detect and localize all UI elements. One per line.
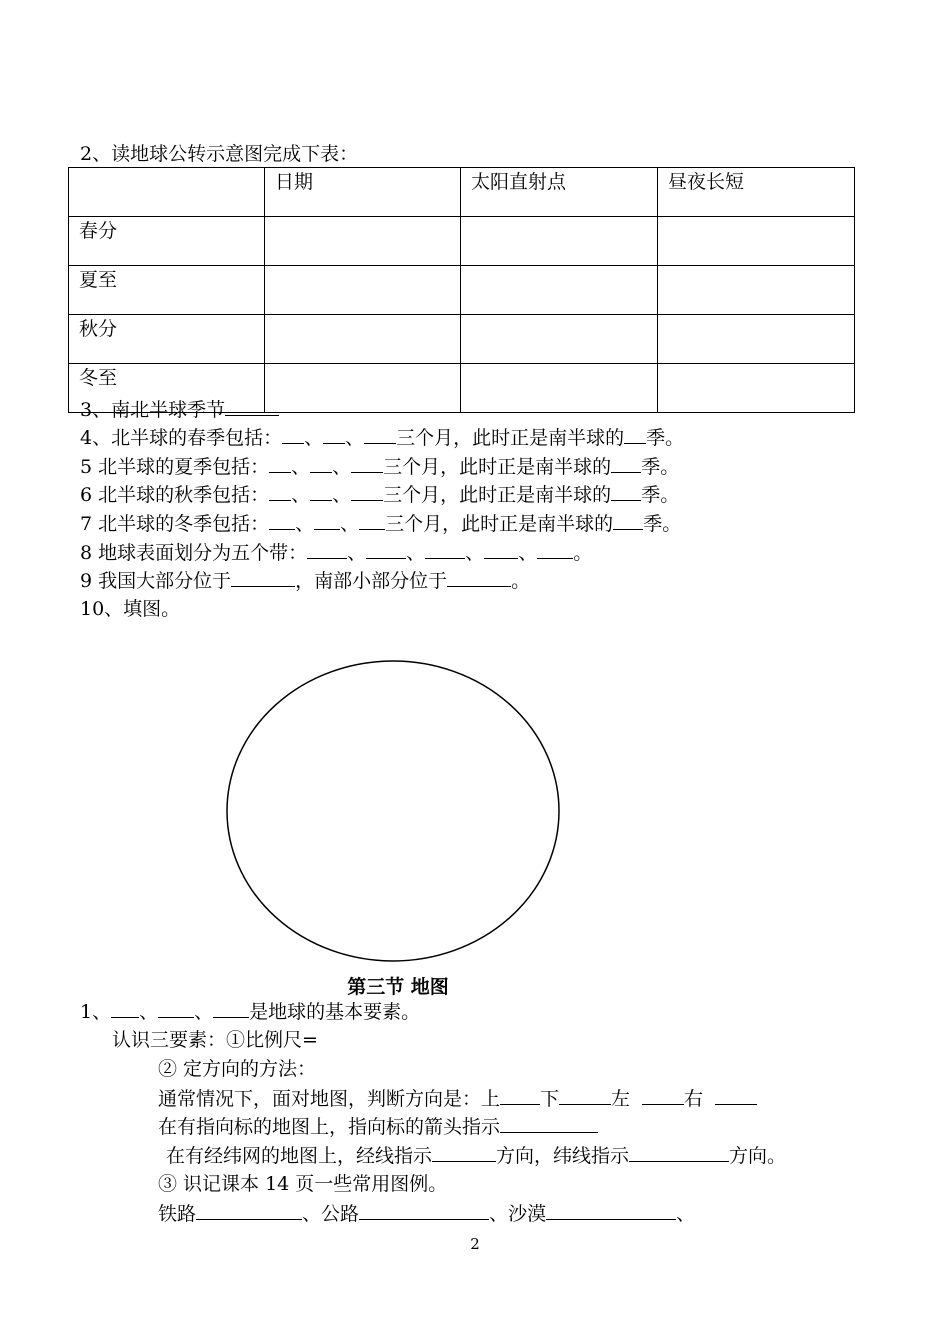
- answer-blank[interactable]: [158, 999, 194, 1018]
- question-text: 6 北半球的秋季包括：: [80, 484, 270, 506]
- direction-general-line: [158, 1086, 757, 1111]
- question-2-title: 2、读地球公转示意图完成下表：: [80, 143, 359, 165]
- answer-blank[interactable]: [269, 511, 295, 530]
- question-text: 通常情况下，面对地图，判断方向是：上: [158, 1088, 501, 1110]
- question-text: 在有指向标的地图上，指向标的箭头指示: [158, 1116, 501, 1138]
- table-header-cell: [69, 168, 265, 217]
- question-text: 三个月，此时正是南半球的: [383, 456, 612, 478]
- answer-blank[interactable]: [364, 425, 396, 444]
- section-title: 第三节 地图: [347, 976, 449, 998]
- direction-arrow-line: [158, 1114, 598, 1139]
- answer-cell[interactable]: [461, 217, 658, 266]
- answer-blank[interactable]: [196, 1201, 302, 1220]
- table-row: [69, 217, 855, 266]
- question-text: 右: [684, 1088, 704, 1110]
- question-3-text: 3、南北半球季节: [80, 399, 226, 421]
- question-text: 季。: [646, 427, 685, 449]
- answer-blank[interactable]: [559, 1086, 611, 1105]
- separator: 、: [332, 456, 352, 478]
- question-text: 在有经纬网的地图上，经线指示: [166, 1145, 433, 1167]
- question-10: 10、填图。: [80, 598, 181, 620]
- separator: 、: [291, 484, 311, 506]
- page-number: 2: [470, 1235, 480, 1253]
- question-7: [80, 511, 681, 536]
- answer-blank[interactable]: [642, 1086, 684, 1105]
- answer-blank[interactable]: [611, 454, 641, 473]
- answer-blank[interactable]: [323, 425, 345, 444]
- separator: 、: [295, 513, 315, 535]
- answer-blank[interactable]: [307, 540, 347, 559]
- question-text: 1、: [80, 1001, 112, 1023]
- table-header-row: [69, 168, 855, 217]
- legend-note-line: ③ 识记课本 14 页一些常用图例。: [158, 1173, 448, 1195]
- legend-line: [158, 1201, 695, 1226]
- answer-blank[interactable]: [537, 540, 573, 559]
- answer-blank[interactable]: [231, 568, 295, 587]
- table-header-cell: 太阳直射点: [461, 168, 658, 217]
- row-label: 秋分: [69, 315, 265, 364]
- answer-cell[interactable]: [265, 315, 461, 364]
- answer-blank[interactable]: [269, 454, 291, 473]
- question-5: [80, 454, 679, 479]
- answer-blank[interactable]: [624, 425, 646, 444]
- question-text: 三个月，此时正是南半球的: [385, 513, 614, 535]
- table-header-cell: 昼夜长短: [658, 168, 855, 217]
- answer-blank[interactable]: [282, 425, 304, 444]
- separator: 、: [332, 484, 352, 506]
- answer-blank[interactable]: [500, 1114, 598, 1133]
- question-9: [80, 568, 530, 593]
- question-text: 。: [511, 570, 531, 592]
- question-text: 下: [540, 1088, 560, 1110]
- question-text: 铁路: [158, 1203, 197, 1225]
- answer-cell[interactable]: [658, 315, 855, 364]
- answer-blank[interactable]: [111, 999, 139, 1018]
- row-label: 冬至: [69, 364, 265, 413]
- question-text: 季。: [643, 513, 682, 535]
- answer-cell[interactable]: [658, 266, 855, 315]
- table-row: [69, 266, 855, 315]
- question-text: 左: [611, 1088, 631, 1110]
- separator: 、: [676, 1203, 696, 1225]
- question-text: 季。: [641, 456, 680, 478]
- question-6: [80, 482, 679, 507]
- answer-cell[interactable]: [265, 217, 461, 266]
- answer-blank[interactable]: [611, 482, 641, 501]
- separator: 、: [347, 542, 367, 564]
- answer-blank[interactable]: [447, 568, 511, 587]
- question-text: 方向。: [729, 1145, 787, 1167]
- separator: 、: [302, 1203, 322, 1225]
- question-text: 三个月，此时正是南半球的: [396, 427, 625, 449]
- separator: 、: [345, 427, 365, 449]
- answer-blank[interactable]: [351, 454, 383, 473]
- answer-cell[interactable]: [658, 364, 855, 413]
- answer-blank[interactable]: [225, 397, 279, 416]
- question-text: 三个月，此时正是南半球的: [383, 484, 612, 506]
- earth-circle[interactable]: [227, 661, 559, 961]
- answer-blank[interactable]: [500, 1086, 540, 1105]
- question-text: 5 北半球的夏季包括：: [80, 456, 270, 478]
- answer-cell[interactable]: [658, 217, 855, 266]
- answer-blank[interactable]: [425, 540, 465, 559]
- question-text: 沙漠: [508, 1203, 547, 1225]
- separator: 、: [291, 456, 311, 478]
- row-label: 春分: [69, 217, 265, 266]
- question-text: 7 北半球的冬季包括：: [80, 513, 270, 535]
- separator: 、: [489, 1203, 509, 1225]
- answer-blank[interactable]: [359, 1201, 489, 1220]
- answer-cell[interactable]: [265, 364, 461, 413]
- answer-blank[interactable]: [613, 511, 643, 530]
- answer-blank[interactable]: [269, 482, 291, 501]
- separator: 、: [139, 1001, 159, 1023]
- question-text: 。: [573, 542, 593, 564]
- table-row: [69, 315, 855, 364]
- revolution-table: [68, 167, 855, 413]
- answer-cell[interactable]: [461, 364, 658, 413]
- question-text: 公路: [321, 1203, 360, 1225]
- direction-methods-line: ② 定方向的方法：: [158, 1058, 317, 1080]
- separator: 、: [340, 513, 360, 535]
- answer-cell[interactable]: [461, 315, 658, 364]
- answer-blank[interactable]: [546, 1201, 676, 1220]
- table-header-cell: 日期: [265, 168, 461, 217]
- answer-blank[interactable]: [314, 511, 340, 530]
- separator: 、: [304, 427, 324, 449]
- row-label: 夏至: [69, 266, 265, 315]
- question-text: 方向，纬线指示: [496, 1145, 630, 1167]
- question-text: 是地球的基本要素。: [249, 1001, 421, 1023]
- three-elements-line: 认识三要素：①比例尺=: [112, 1029, 318, 1051]
- answer-blank[interactable]: [351, 482, 383, 501]
- question-text: ，南部小部分位于: [295, 570, 448, 592]
- earth-circle-diagram[interactable]: [220, 655, 570, 967]
- answer-blank[interactable]: [310, 482, 332, 501]
- section-question-1: [80, 999, 420, 1024]
- question-text: 4、北半球的春季包括：: [80, 427, 283, 449]
- answer-cell[interactable]: [265, 266, 461, 315]
- separator: 、: [518, 542, 538, 564]
- answer-blank[interactable]: [432, 1143, 496, 1162]
- question-text: 8 地球表面划分为五个带：: [80, 542, 308, 564]
- question-text: 9 我国大部分位于: [80, 570, 232, 592]
- question-text: 季。: [641, 484, 680, 506]
- answer-blank[interactable]: [359, 511, 385, 530]
- question-3: [80, 397, 279, 422]
- answer-blank[interactable]: [629, 1143, 729, 1162]
- separator: 、: [406, 542, 426, 564]
- separator: 、: [465, 542, 485, 564]
- question-8: [80, 540, 592, 565]
- answer-blank[interactable]: [484, 540, 518, 559]
- answer-blank[interactable]: [366, 540, 406, 559]
- answer-blank[interactable]: [310, 454, 332, 473]
- answer-blank[interactable]: [715, 1086, 757, 1105]
- separator: 、: [194, 1001, 214, 1023]
- answer-cell[interactable]: [461, 266, 658, 315]
- direction-grid-line: [166, 1143, 786, 1168]
- question-4: [80, 425, 684, 450]
- answer-blank[interactable]: [213, 999, 249, 1018]
